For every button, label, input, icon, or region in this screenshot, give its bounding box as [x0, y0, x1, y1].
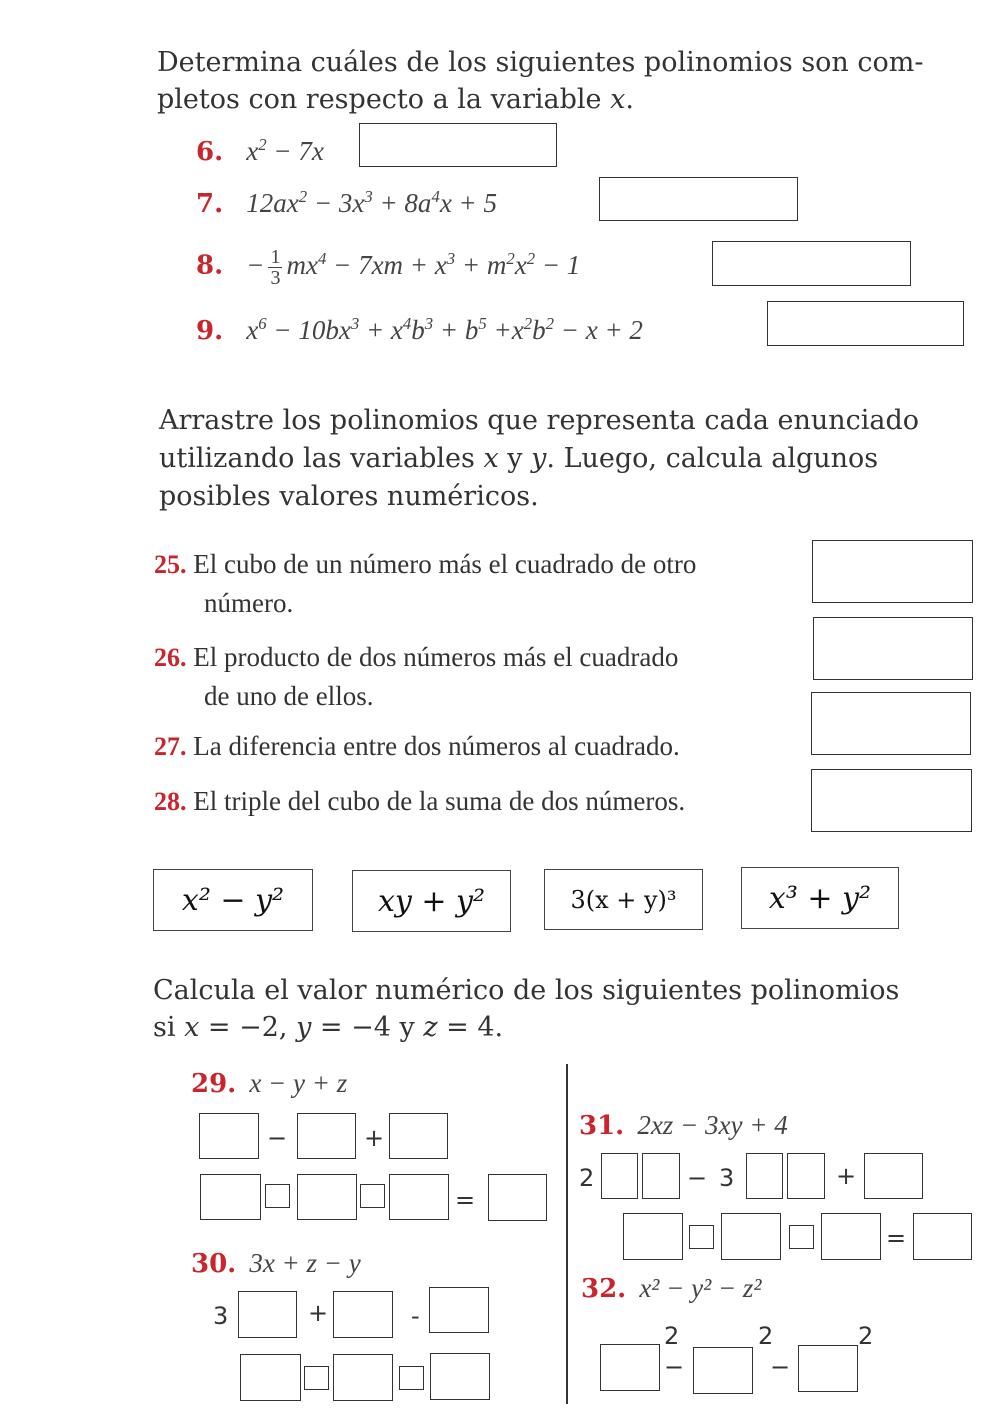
coefficient: 3: [213, 1302, 229, 1330]
value-box[interactable]: [333, 1354, 393, 1401]
coefficient: 2: [579, 1164, 595, 1192]
exponent: 2: [758, 1322, 774, 1350]
coefficient: 3: [719, 1164, 735, 1192]
heading-line: Arrastre los polinomios que representa cada enunciado: [159, 405, 920, 436]
value-box[interactable]: [746, 1153, 783, 1199]
value-box[interactable]: [199, 1113, 259, 1159]
operator: +: [364, 1124, 385, 1152]
result-box[interactable]: [913, 1213, 972, 1260]
value-box[interactable]: [430, 1353, 490, 1400]
item-number: 28.: [154, 787, 187, 816]
item-number: 25.: [154, 550, 187, 579]
value-box[interactable]: [864, 1153, 923, 1199]
statement-text: El triple del cubo de la suma de dos números.: [193, 786, 686, 816]
equals-sign: =: [886, 1224, 907, 1252]
item-number: 8.: [196, 250, 224, 281]
result-box[interactable]: [488, 1174, 547, 1221]
value-box[interactable]: [642, 1153, 680, 1199]
value-box[interactable]: [821, 1213, 881, 1260]
problem-number: 30.: [191, 1249, 237, 1279]
heading-line: pletos con respecto a la variable x.: [157, 84, 634, 115]
problem-number: 29.: [191, 1069, 237, 1099]
draggable-card-xy-plus-y2[interactable]: xy + y²: [352, 870, 511, 932]
value-box[interactable]: [200, 1174, 261, 1220]
operator: −: [770, 1353, 791, 1381]
problem-number: 32.: [581, 1274, 627, 1304]
operator-slot[interactable]: [265, 1184, 290, 1208]
value-box[interactable]: [333, 1291, 393, 1338]
column-divider: [566, 1064, 568, 1404]
drop-zone-26[interactable]: [813, 617, 973, 680]
operator: +: [836, 1162, 857, 1190]
operator-slot[interactable]: [689, 1225, 714, 1249]
problem-30: [191, 1248, 361, 1279]
item-27: [154, 727, 680, 766]
operator-slot[interactable]: [399, 1366, 424, 1390]
value-box[interactable]: [389, 1113, 448, 1159]
item-28: [154, 782, 685, 821]
item-number: 26.: [154, 643, 187, 672]
item-number: 9.: [196, 316, 224, 346]
drop-zone-28[interactable]: [811, 769, 972, 832]
value-box[interactable]: [240, 1354, 301, 1401]
operator: -: [411, 1302, 420, 1330]
problem-29: [191, 1068, 347, 1099]
item-8: [196, 247, 580, 288]
polynomial-6: $x^2 - 7x$: [246, 134, 324, 166]
problem-expression: x² − y² − z²: [639, 1273, 762, 1303]
statement-text: número.: [204, 588, 294, 618]
draggable-card-3-x-plus-y-cubed[interactable]: 3(x + y)³: [544, 869, 703, 930]
value-box[interactable]: [389, 1174, 449, 1220]
equals-sign: =: [455, 1186, 476, 1214]
section1-heading: [157, 44, 924, 118]
operator: +: [308, 1299, 329, 1327]
value-box[interactable]: [798, 1345, 858, 1392]
drop-zone-27[interactable]: [811, 692, 971, 755]
answer-box-7[interactable]: [599, 177, 798, 221]
operator-slot[interactable]: [789, 1225, 814, 1249]
operator: −: [267, 1124, 288, 1152]
polynomial-9: $x^6 - 10bx^3 + x^4b^3 + b^5 +x^2b^2 - x + 2$: [246, 313, 643, 345]
section3-heading: [153, 972, 899, 1046]
item-25: [154, 545, 696, 622]
heading-line: Calcula el valor numérico de los siguientes polinomios: [153, 975, 900, 1006]
answer-box-6[interactable]: [359, 123, 557, 167]
fraction: [268, 247, 282, 288]
fraction-denominator: 3: [270, 267, 281, 289]
item-number: 27.: [154, 732, 187, 761]
value-box[interactable]: [429, 1287, 489, 1333]
operator-slot[interactable]: [360, 1184, 385, 1208]
problem-expression: x − y + z: [249, 1068, 348, 1098]
fraction-numerator: 1: [270, 246, 281, 268]
operator: −: [687, 1164, 708, 1192]
item-6: [196, 136, 324, 167]
draggable-card-x2-minus-y2[interactable]: x² − y²: [153, 869, 313, 931]
heading-line: utilizando las variables x y y. Luego, calcula algunos: [159, 443, 879, 474]
item-7: [196, 188, 497, 219]
problem-32: [581, 1273, 762, 1304]
value-box[interactable]: [721, 1213, 781, 1260]
item-26: [154, 638, 678, 715]
draggable-card-x3-plus-y2[interactable]: x³ + y²: [741, 867, 899, 929]
answer-box-8[interactable]: [712, 241, 911, 286]
drop-zone-25[interactable]: [812, 540, 973, 603]
value-box[interactable]: [600, 1344, 660, 1391]
section2-heading: [159, 402, 919, 516]
answer-box-9[interactable]: [767, 301, 964, 346]
item-9: [196, 315, 643, 346]
value-box[interactable]: [601, 1153, 638, 1199]
heading-line: Determina cuáles de los siguientes polinomios son com-: [157, 47, 924, 78]
value-box[interactable]: [623, 1213, 683, 1260]
heading-line: si x = −2, y = −4 y z = 4.: [153, 1012, 504, 1043]
item-number: 6.: [196, 137, 224, 167]
statement-text: El producto de dos números más el cuadrado: [193, 642, 679, 672]
value-box[interactable]: [297, 1113, 356, 1159]
polynomial-8: − $\frac{1}{3}$ $mx^4 - 7xm + x^3 + m^2x^2 - 1$: [246, 246, 581, 289]
problem-number: 31.: [579, 1111, 625, 1141]
value-box[interactable]: [238, 1291, 297, 1338]
problem-expression: 3x + z − y: [249, 1248, 361, 1278]
value-box[interactable]: [693, 1347, 753, 1394]
polynomial-7: $12ax^2 - 3x^3 + 8a^4x + 5$: [246, 186, 498, 218]
statement-text: La diferencia entre dos números al cuadrado.: [193, 731, 680, 761]
item-number: 7.: [196, 189, 224, 219]
value-box[interactable]: [787, 1153, 825, 1199]
problem-31: [579, 1110, 788, 1141]
statement-text: El cubo de un número más el cuadrado de otro: [193, 549, 697, 579]
operator: −: [664, 1353, 685, 1381]
statement-text: de uno de ellos.: [204, 681, 374, 711]
operator-slot[interactable]: [304, 1366, 329, 1390]
value-box[interactable]: [297, 1174, 357, 1220]
exponent: 2: [664, 1322, 680, 1350]
problem-expression: 2xz − 3xy + 4: [637, 1110, 788, 1140]
exponent: 2: [858, 1322, 874, 1350]
heading-line: posibles valores numéricos.: [159, 481, 539, 512]
